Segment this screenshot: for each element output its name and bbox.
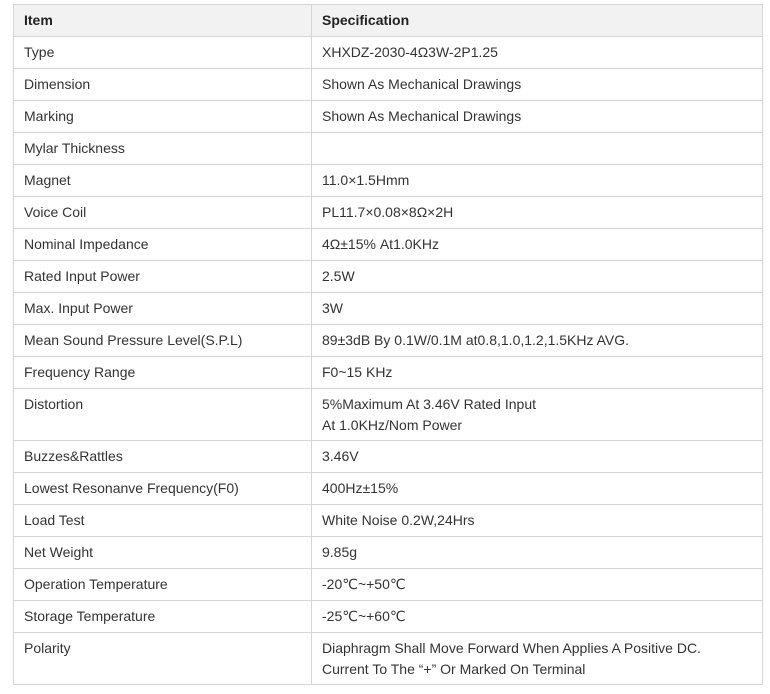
table-header (14, 5, 763, 37)
specification-cell (312, 357, 763, 389)
table-row (14, 357, 763, 389)
table-row (14, 197, 763, 229)
specification-cell (312, 165, 763, 197)
item-cell: Buzzes&Rattles (14, 441, 312, 473)
specification-cell (312, 133, 763, 165)
item-cell: Magnet (14, 165, 312, 197)
specification-line: 3W (322, 300, 343, 316)
table-row (14, 165, 763, 197)
specification-cell (312, 37, 763, 69)
table-row (14, 229, 763, 261)
item-cell: Mylar Thickness (14, 133, 312, 165)
table-row (14, 325, 763, 357)
item-cell: Mean Sound Pressure Level(S.P.L) (14, 325, 312, 357)
specification-cell (312, 101, 763, 133)
specification-line: Diaphragm Shall Move Forward When Applies A Positive DC. (322, 640, 701, 656)
specification-line: 11.0×1.5Hmm (322, 172, 410, 188)
table-row (14, 441, 763, 473)
specification-line: Shown As Mechanical Drawings (322, 76, 522, 92)
specification-cell (312, 633, 763, 685)
column-header-specification: Specification (312, 5, 763, 37)
item-cell: Load Test (14, 505, 312, 537)
table-row (14, 101, 763, 133)
specification-cell (312, 293, 763, 325)
specification-cell (312, 569, 763, 601)
table-row (14, 261, 763, 293)
item-cell: Marking (14, 101, 312, 133)
specification-line: PL11.7×0.08×8Ω×2H (322, 204, 454, 220)
specification-cell (312, 505, 763, 537)
table-row (14, 633, 763, 685)
table-row (14, 569, 763, 601)
specification-line: Shown As Mechanical Drawings (322, 108, 522, 124)
specification-line: 2.5W (322, 268, 355, 284)
item-cell: Max. Input Power (14, 293, 312, 325)
specification-line: -20℃~+50℃ (322, 576, 406, 592)
item-cell: Storage Temperature (14, 601, 312, 633)
specification-cell (312, 389, 763, 441)
table-row (14, 389, 763, 441)
specification-line: Current To The “+” Or Marked On Terminal (322, 661, 586, 677)
table-row (14, 37, 763, 69)
item-cell: Polarity (14, 633, 312, 685)
table-row (14, 601, 763, 633)
item-cell: Voice Coil (14, 197, 312, 229)
item-cell: Type (14, 37, 312, 69)
specification-line: 89±3dB By 0.1W/0.1M at0.8,1.0,1.2,1.5KHz AVG. (322, 332, 630, 348)
specification-line: White Noise 0.2W,24Hrs (322, 512, 475, 528)
specification-line: At 1.0KHz/Nom Power (322, 417, 463, 433)
specification-cell (312, 261, 763, 293)
specification-table (13, 4, 763, 685)
item-cell: Frequency Range (14, 357, 312, 389)
specification-line: -25℃~+60℃ (322, 608, 406, 624)
item-cell: Lowest Resonanve Frequency(F0) (14, 473, 312, 505)
column-header-item: Item (14, 5, 312, 37)
item-cell: Net Weight (14, 537, 312, 569)
specification-cell (312, 441, 763, 473)
specification-cell (312, 601, 763, 633)
specification-cell (312, 325, 763, 357)
table-row (14, 473, 763, 505)
item-cell: Operation Temperature (14, 569, 312, 601)
specification-line: 5%Maximum At 3.46V Rated Input (322, 396, 536, 412)
item-cell: Distortion (14, 389, 312, 441)
item-cell: Rated Input Power (14, 261, 312, 293)
table-row (14, 69, 763, 101)
item-cell: Dimension (14, 69, 312, 101)
item-cell: Nominal Impedance (14, 229, 312, 261)
specification-cell (312, 229, 763, 261)
specification-line: 400Hz±15% (322, 480, 399, 496)
table-row (14, 505, 763, 537)
specification-line: F0~15 KHz (322, 364, 393, 380)
specification-line: 4Ω±15% At1.0KHz (322, 236, 439, 252)
specification-line: 3.46V (322, 448, 359, 464)
specification-cell (312, 197, 763, 229)
header-row (14, 5, 763, 37)
specification-line: XHXDZ-2030-4Ω3W-2P1.25 (322, 44, 498, 60)
table-row (14, 537, 763, 569)
specification-cell (312, 69, 763, 101)
specification-cell (312, 473, 763, 505)
specification-line: 9.85g (322, 544, 358, 560)
table-row (14, 293, 763, 325)
table-row (14, 133, 763, 165)
table-body (14, 37, 763, 685)
specification-cell (312, 537, 763, 569)
